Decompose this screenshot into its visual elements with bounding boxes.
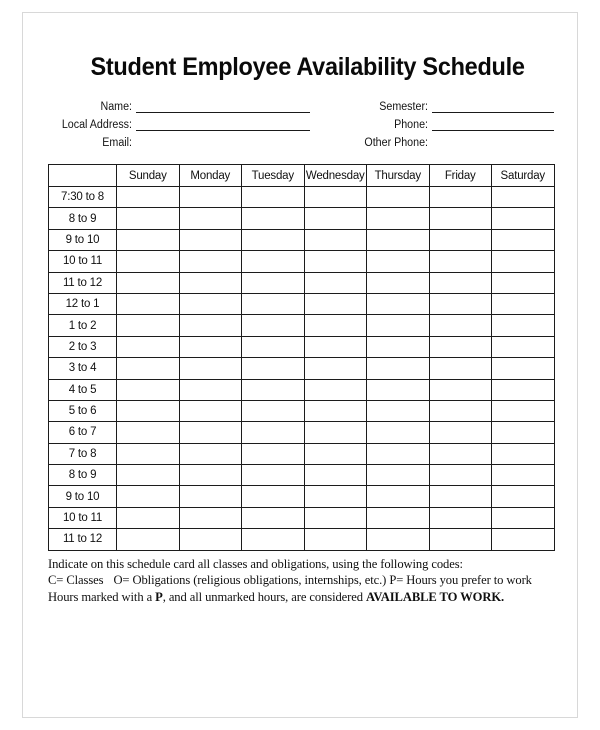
schedule-cell-sunday-1[interactable] — [117, 208, 180, 229]
schedule-cell-friday-16[interactable] — [429, 529, 492, 550]
schedule-cell-thursday-9[interactable] — [367, 379, 430, 400]
schedule-cell-saturday-7[interactable] — [492, 336, 555, 357]
schedule-row — [49, 400, 555, 421]
schedule-cell-thursday-12[interactable] — [367, 443, 430, 464]
schedule-corner-header — [49, 165, 117, 187]
schedule-cell-monday-14[interactable] — [179, 486, 242, 507]
schedule-cell-sunday-16[interactable] — [117, 529, 180, 550]
schedule-cell-tuesday-1[interactable] — [242, 208, 305, 229]
schedule-cell-saturday-14[interactable] — [492, 486, 555, 507]
document-page — [22, 12, 578, 718]
schedule-cell-monday-2[interactable] — [179, 229, 242, 250]
schedule-cell-saturday-10[interactable] — [492, 400, 555, 421]
schedule-row — [49, 336, 555, 357]
schedule-cell-saturday-6[interactable] — [492, 315, 555, 336]
schedule-time-label: 9 to 10 — [49, 486, 117, 507]
schedule-time-label: 6 to 7 — [49, 422, 117, 443]
schedule-cell-wednesday-4[interactable] — [304, 272, 367, 293]
schedule-cell-monday-1[interactable] — [179, 208, 242, 229]
schedule-cell-wednesday-16[interactable] — [304, 529, 367, 550]
schedule-cell-thursday-0[interactable] — [367, 187, 430, 208]
schedule-cell-thursday-8[interactable] — [367, 358, 430, 379]
schedule-cell-thursday-11[interactable] — [367, 422, 430, 443]
schedule-cell-monday-9[interactable] — [179, 379, 242, 400]
schedule-cell-wednesday-1[interactable] — [304, 208, 367, 229]
form-column-right — [346, 96, 554, 150]
schedule-day-header-thursday: Thursday — [367, 165, 430, 187]
schedule-cell-wednesday-8[interactable] — [304, 358, 367, 379]
schedule-day-header-friday: Friday — [429, 165, 492, 187]
schedule-cell-tuesday-10[interactable] — [242, 400, 305, 421]
schedule-cell-tuesday-4[interactable] — [242, 272, 305, 293]
schedule-cell-thursday-7[interactable] — [367, 336, 430, 357]
schedule-cell-friday-12[interactable] — [429, 443, 492, 464]
schedule-day-header-wednesday: Wednesday — [304, 165, 367, 187]
schedule-cell-saturday-12[interactable] — [492, 443, 555, 464]
schedule-cell-monday-15[interactable] — [179, 507, 242, 528]
schedule-cell-friday-2[interactable] — [429, 229, 492, 250]
schedule-cell-tuesday-0[interactable] — [242, 187, 305, 208]
schedule-cell-wednesday-0[interactable] — [304, 187, 367, 208]
schedule-cell-friday-3[interactable] — [429, 251, 492, 272]
schedule-cell-tuesday-2[interactable] — [242, 229, 305, 250]
schedule-cell-saturday-2[interactable] — [492, 229, 555, 250]
schedule-day-header-tuesday: Tuesday — [242, 165, 305, 187]
schedule-cell-wednesday-9[interactable] — [304, 379, 367, 400]
schedule-cell-sunday-15[interactable] — [117, 507, 180, 528]
schedule-cell-monday-6[interactable] — [179, 315, 242, 336]
schedule-cell-tuesday-7[interactable] — [242, 336, 305, 357]
schedule-cell-thursday-15[interactable] — [367, 507, 430, 528]
schedule-cell-saturday-5[interactable] — [492, 293, 555, 314]
schedule-row — [49, 507, 555, 528]
schedule-cell-wednesday-12[interactable] — [304, 443, 367, 464]
schedule-cell-thursday-10[interactable] — [367, 400, 430, 421]
schedule-row — [49, 187, 555, 208]
schedule-time-label: 10 to 11 — [49, 507, 117, 528]
schedule-cell-wednesday-2[interactable] — [304, 229, 367, 250]
schedule-cell-tuesday-11[interactable] — [242, 422, 305, 443]
field-phone-label: Phone: — [394, 119, 428, 131]
schedule-body — [49, 187, 555, 551]
code-obligations-prefer: O= Obligations (religious obligations, internships, etc.) P= Hours you prefer to work — [113, 573, 532, 588]
schedule-cell-tuesday-6[interactable] — [242, 315, 305, 336]
schedule-cell-friday-8[interactable] — [429, 358, 492, 379]
field-name-input[interactable] — [136, 111, 310, 113]
schedule-cell-tuesday-8[interactable] — [242, 358, 305, 379]
schedule-cell-thursday-3[interactable] — [367, 251, 430, 272]
schedule-time-label: 7:30 to 8 — [49, 187, 117, 208]
schedule-time-label: 8 to 9 — [49, 465, 117, 486]
schedule-cell-sunday-0[interactable] — [117, 187, 180, 208]
schedule-cell-tuesday-14[interactable] — [242, 486, 305, 507]
field-name — [48, 96, 310, 114]
schedule-cell-sunday-7[interactable] — [117, 336, 180, 357]
schedule-cell-saturday-0[interactable] — [492, 187, 555, 208]
field-local-address-input[interactable] — [136, 129, 310, 131]
schedule-time-label: 12 to 1 — [49, 293, 117, 314]
schedule-row — [49, 443, 555, 464]
schedule-cell-wednesday-5[interactable] — [304, 293, 367, 314]
schedule-cell-sunday-3[interactable] — [117, 251, 180, 272]
schedule-row — [49, 465, 555, 486]
schedule-cell-thursday-14[interactable] — [367, 486, 430, 507]
schedule-cell-monday-7[interactable] — [179, 336, 242, 357]
field-other-phone — [346, 132, 554, 150]
schedule-cell-saturday-1[interactable] — [492, 208, 555, 229]
schedule-cell-saturday-3[interactable] — [492, 251, 555, 272]
schedule-cell-friday-14[interactable] — [429, 486, 492, 507]
availability-schedule-table — [48, 164, 555, 551]
schedule-day-header-sunday: Sunday — [117, 165, 180, 187]
schedule-cell-wednesday-11[interactable] — [304, 422, 367, 443]
notes-code-p: P — [155, 589, 163, 604]
schedule-cell-thursday-1[interactable] — [367, 208, 430, 229]
schedule-cell-monday-11[interactable] — [179, 422, 242, 443]
schedule-cell-thursday-5[interactable] — [367, 293, 430, 314]
schedule-cell-thursday-2[interactable] — [367, 229, 430, 250]
field-semester-input[interactable] — [432, 111, 554, 113]
schedule-cell-friday-15[interactable] — [429, 507, 492, 528]
schedule-cell-friday-5[interactable] — [429, 293, 492, 314]
schedule-cell-friday-1[interactable] — [429, 208, 492, 229]
schedule-cell-sunday-8[interactable] — [117, 358, 180, 379]
page-title: Student Employee Availability Schedule — [90, 53, 525, 81]
schedule-row — [49, 529, 555, 550]
schedule-cell-saturday-11[interactable] — [492, 422, 555, 443]
schedule-cell-wednesday-3[interactable] — [304, 251, 367, 272]
field-other-phone-label: Other Phone: — [364, 137, 428, 149]
schedule-cell-wednesday-7[interactable] — [304, 336, 367, 357]
schedule-time-label: 4 to 5 — [49, 379, 117, 400]
schedule-row — [49, 251, 555, 272]
notes-line-3-pre: Hours marked with a — [48, 589, 156, 604]
schedule-row — [49, 315, 555, 336]
schedule-cell-monday-8[interactable] — [179, 358, 242, 379]
notes-line-3 — [48, 589, 554, 606]
schedule-cell-thursday-13[interactable] — [367, 465, 430, 486]
schedule-cell-friday-4[interactable] — [429, 272, 492, 293]
schedule-cell-sunday-11[interactable] — [117, 422, 180, 443]
field-email-label: Email: — [102, 137, 132, 149]
schedule-time-label: 9 to 10 — [49, 229, 117, 250]
schedule-cell-monday-13[interactable] — [179, 465, 242, 486]
schedule-cell-saturday-15[interactable] — [492, 507, 555, 528]
schedule-cell-tuesday-9[interactable] — [242, 379, 305, 400]
schedule-cell-tuesday-5[interactable] — [242, 293, 305, 314]
schedule-time-label: 11 to 12 — [49, 272, 117, 293]
schedule-cell-sunday-9[interactable] — [117, 379, 180, 400]
schedule-cell-sunday-4[interactable] — [117, 272, 180, 293]
schedule-cell-thursday-6[interactable] — [367, 315, 430, 336]
schedule-time-label: 10 to 11 — [49, 251, 117, 272]
schedule-time-label: 11 to 12 — [49, 529, 117, 550]
schedule-cell-tuesday-16[interactable] — [242, 529, 305, 550]
schedule-cell-sunday-6[interactable] — [117, 315, 180, 336]
schedule-cell-saturday-4[interactable] — [492, 272, 555, 293]
schedule-cell-tuesday-13[interactable] — [242, 465, 305, 486]
schedule-cell-saturday-8[interactable] — [492, 358, 555, 379]
instructions-notes — [48, 556, 554, 606]
schedule-cell-monday-0[interactable] — [179, 187, 242, 208]
schedule-cell-saturday-9[interactable] — [492, 379, 555, 400]
schedule-cell-wednesday-15[interactable] — [304, 507, 367, 528]
schedule-cell-monday-10[interactable] — [179, 400, 242, 421]
schedule-cell-friday-9[interactable] — [429, 379, 492, 400]
notes-line-1: Indicate on this schedule card all classes and obligations, using the following codes: — [48, 556, 463, 571]
schedule-time-label: 5 to 6 — [49, 400, 117, 421]
schedule-cell-friday-7[interactable] — [429, 336, 492, 357]
schedule-row — [49, 422, 555, 443]
schedule-row — [49, 293, 555, 314]
schedule-cell-wednesday-10[interactable] — [304, 400, 367, 421]
notes-line-3-mid: , and all unmarked hours, are considered — [162, 589, 366, 604]
schedule-time-label: 2 to 3 — [49, 336, 117, 357]
schedule-time-label: 3 to 4 — [49, 358, 117, 379]
schedule-cell-tuesday-12[interactable] — [242, 443, 305, 464]
field-semester — [346, 96, 554, 114]
schedule-cell-monday-16[interactable] — [179, 529, 242, 550]
field-email-input[interactable] — [136, 148, 310, 149]
schedule-cell-sunday-5[interactable] — [117, 293, 180, 314]
field-phone — [346, 114, 554, 132]
schedule-cell-sunday-2[interactable] — [117, 229, 180, 250]
schedule-cell-friday-10[interactable] — [429, 400, 492, 421]
field-other-phone-input[interactable] — [432, 148, 554, 149]
schedule-cell-monday-5[interactable] — [179, 293, 242, 314]
schedule-header-row — [49, 165, 555, 187]
schedule-cell-monday-3[interactable] — [179, 251, 242, 272]
field-local-address — [48, 114, 310, 132]
schedule-cell-saturday-13[interactable] — [492, 465, 555, 486]
schedule-cell-monday-4[interactable] — [179, 272, 242, 293]
schedule-cell-sunday-14[interactable] — [117, 486, 180, 507]
schedule-day-header-saturday: Saturday — [492, 165, 555, 187]
schedule-cell-tuesday-3[interactable] — [242, 251, 305, 272]
schedule-cell-wednesday-13[interactable] — [304, 465, 367, 486]
form-column-left — [48, 96, 310, 150]
schedule-cell-thursday-4[interactable] — [367, 272, 430, 293]
schedule-time-label: 1 to 2 — [49, 315, 117, 336]
schedule-row — [49, 358, 555, 379]
field-email — [48, 132, 310, 150]
schedule-cell-friday-13[interactable] — [429, 465, 492, 486]
schedule-row — [49, 272, 555, 293]
schedule-cell-friday-11[interactable] — [429, 422, 492, 443]
schedule-cell-sunday-13[interactable] — [117, 465, 180, 486]
field-local-address-label: Local Address: — [61, 119, 132, 131]
schedule-cell-saturday-16[interactable] — [492, 529, 555, 550]
notes-available-to-work: AVAILABLE TO WORK. — [366, 589, 505, 604]
schedule-cell-monday-12[interactable] — [179, 443, 242, 464]
notes-line-2 — [48, 572, 554, 589]
schedule-row — [49, 208, 555, 229]
schedule-cell-friday-6[interactable] — [429, 315, 492, 336]
contact-info-form — [48, 96, 554, 150]
schedule-row — [49, 379, 555, 400]
schedule-cell-wednesday-14[interactable] — [304, 486, 367, 507]
schedule-row — [49, 486, 555, 507]
schedule-cell-sunday-10[interactable] — [117, 400, 180, 421]
schedule-row — [49, 229, 555, 250]
schedule-cell-thursday-16[interactable] — [367, 529, 430, 550]
schedule-time-label: 8 to 9 — [49, 208, 117, 229]
field-name-label: Name: — [100, 101, 132, 113]
field-semester-label: Semester: — [379, 101, 428, 113]
schedule-cell-sunday-12[interactable] — [117, 443, 180, 464]
schedule-time-label: 7 to 8 — [49, 443, 117, 464]
schedule-day-header-monday: Monday — [179, 165, 242, 187]
schedule-cell-wednesday-6[interactable] — [304, 315, 367, 336]
document-body — [48, 53, 554, 605]
schedule-cell-friday-0[interactable] — [429, 187, 492, 208]
schedule-cell-tuesday-15[interactable] — [242, 507, 305, 528]
code-classes: C= Classes — [48, 573, 104, 588]
field-phone-input[interactable] — [432, 129, 554, 131]
